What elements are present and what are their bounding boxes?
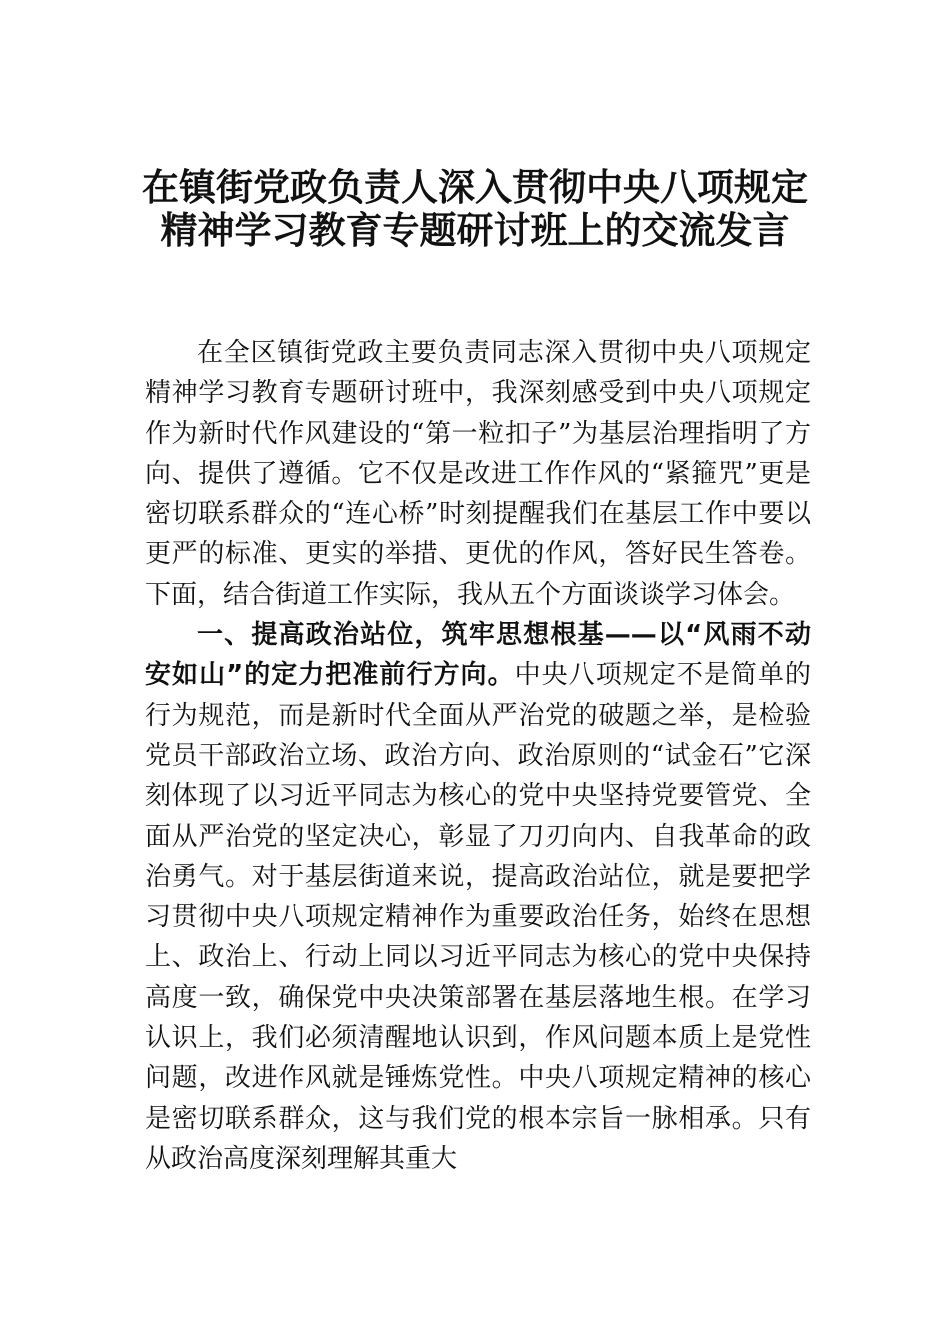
section-1-heading: 一、提高政治站位，筑牢思想根基——以“风雨不动安如山”的定力把准前行方向。 <box>145 620 811 691</box>
document-title-line-1: 在镇街党政负责人深入贯彻中央八项规定 <box>142 165 808 209</box>
document-body <box>145 333 811 1179</box>
section-1-body: 中央八项规定不是简单的行为规范，而是新时代全面从严治党的破题之举，是检验党员干部政治立场、政治方向、政治原则的“试金石”它深刻体现了以习近平同志为核心的党中央坚持党要管党、全面从严治党的坚定决心，彰显了刀刃向内、自我革命的政治勇气。对于基层街道来说，提高政治站位，就是要把学习贯彻中央八项规定精神作为重要政治任务，始终在思想上、政治上、行动上同以习近平同志为核心的党中央保持高度一致，确保党中央决策部署在基层落地生根。在学习认识上，我们必须清醒地认识到，作风问题本质上是党性问题，改进作风就是锤炼党性。中央八项规定精神的核心是密切联系群众，这与我们党的根本宗旨一脉相承。只有从政治高度深刻理解其重大 <box>145 660 811 1174</box>
section-1-paragraph <box>145 615 811 1179</box>
intro-paragraph: 在全区镇街党政主要负责同志深入贯彻中央八项规定精神学习教育专题研讨班中，我深刻感受到中央八项规定作为新时代作风建设的“第一粒扣子”为基层治理指明了方向、提供了遵循。它不仅是改进工作作风的“紧箍咒”更是密切联系群众的“连心桥”时刻提醒我们在基层工作中要以更严的标准、更实的举措、更优的作风，答好民生答卷。下面，结合街道工作实际，我从五个方面谈谈学习体会。 <box>145 338 811 610</box>
document-title-line-2: 精神学习教育专题研讨班上的交流发言 <box>160 208 790 252</box>
